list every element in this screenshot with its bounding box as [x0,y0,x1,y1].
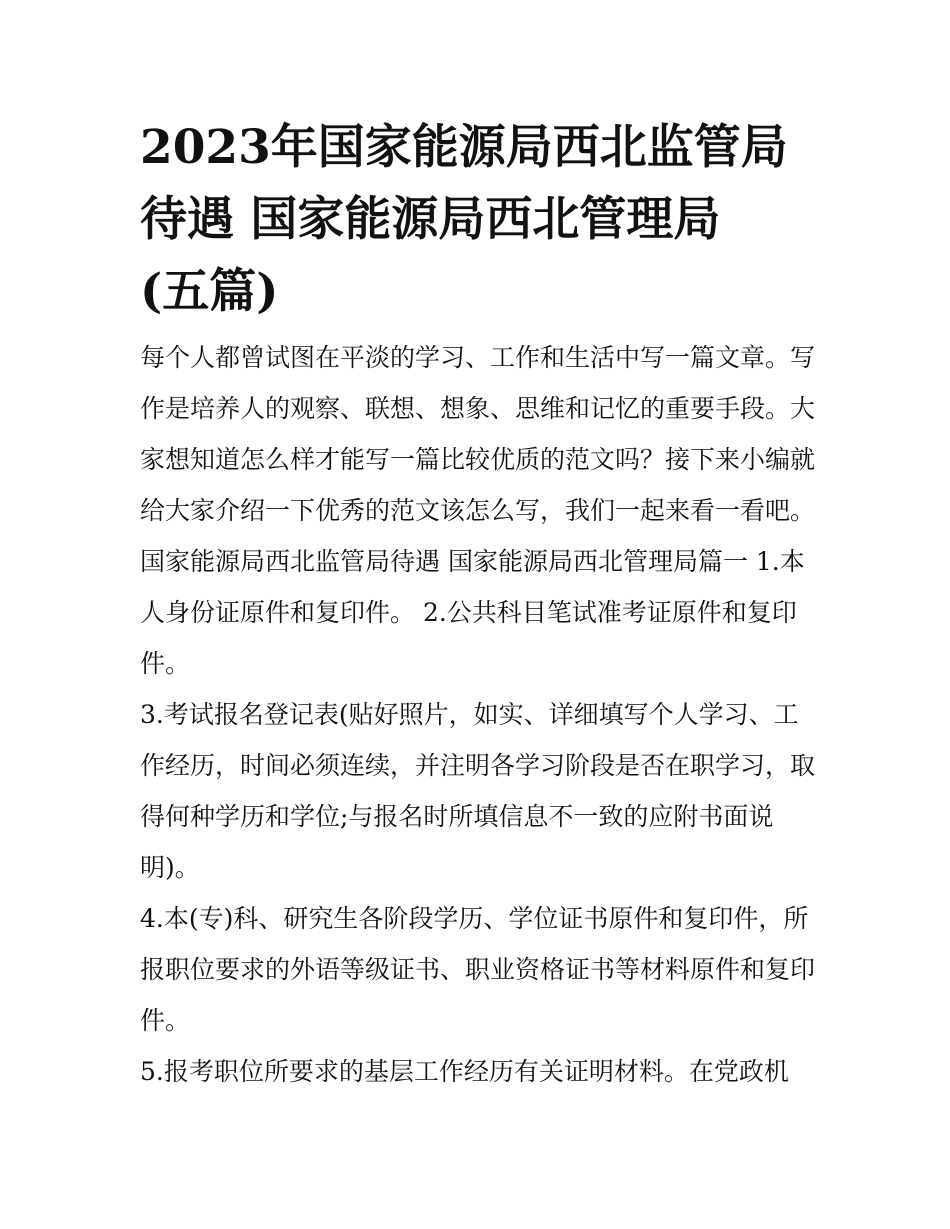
body-line: 报职位要求的外语等级证书、职业资格证书等材料原件和复印 [140,955,816,984]
title-line-1: 2023年国家能源局西北监管局 [140,120,788,175]
body-line: 得何种学历和学位;与报名时所填信息不一致的应附书面说 [140,802,774,831]
body-line: 国家能源局西北监管局待遇 国家能源局西北管理局篇一 1.本 [140,547,805,576]
body-line: 5.报考职位所要求的基层工作经历有关证明材料。在党政机 [140,1057,789,1086]
body-line: 作是培养人的观察、联想、想象、思维和记忆的重要手段。大 [140,394,816,423]
body-line: 人身份证原件和复印件。 2.公共科目笔试准考证原件和复印 [140,598,797,627]
body-line: 件。 [140,649,191,678]
body-line: 4.本(专)科、研究生各阶段学历、学位证书原件和复印件，所 [140,904,809,933]
body-line: 每个人都曾试图在平淡的学习、工作和生活中写一篇文章。写 [140,343,816,372]
document-title [140,112,816,328]
body-line: 家想知道怎么样才能写一篇比较优质的范文吗？接下来小编就 [140,445,816,474]
body-line: 给大家介绍一下优秀的范文该怎么写，我们一起来看一看吧。 [140,496,816,525]
document-page [140,112,816,1097]
body-line: 3.考试报名登记表(贴好照片，如实、详细填写个人学习、工 [140,700,799,729]
title-line-2: 待遇 国家能源局西北管理局 [140,192,721,247]
title-line-3: (五篇) [140,264,279,319]
body-line: 作经历，时间必须连续，并注明各学习阶段是否在职学习，取 [140,751,816,780]
body-line: 件。 [140,1006,191,1035]
document-body [140,332,816,1097]
body-line: 明)。 [140,853,200,882]
